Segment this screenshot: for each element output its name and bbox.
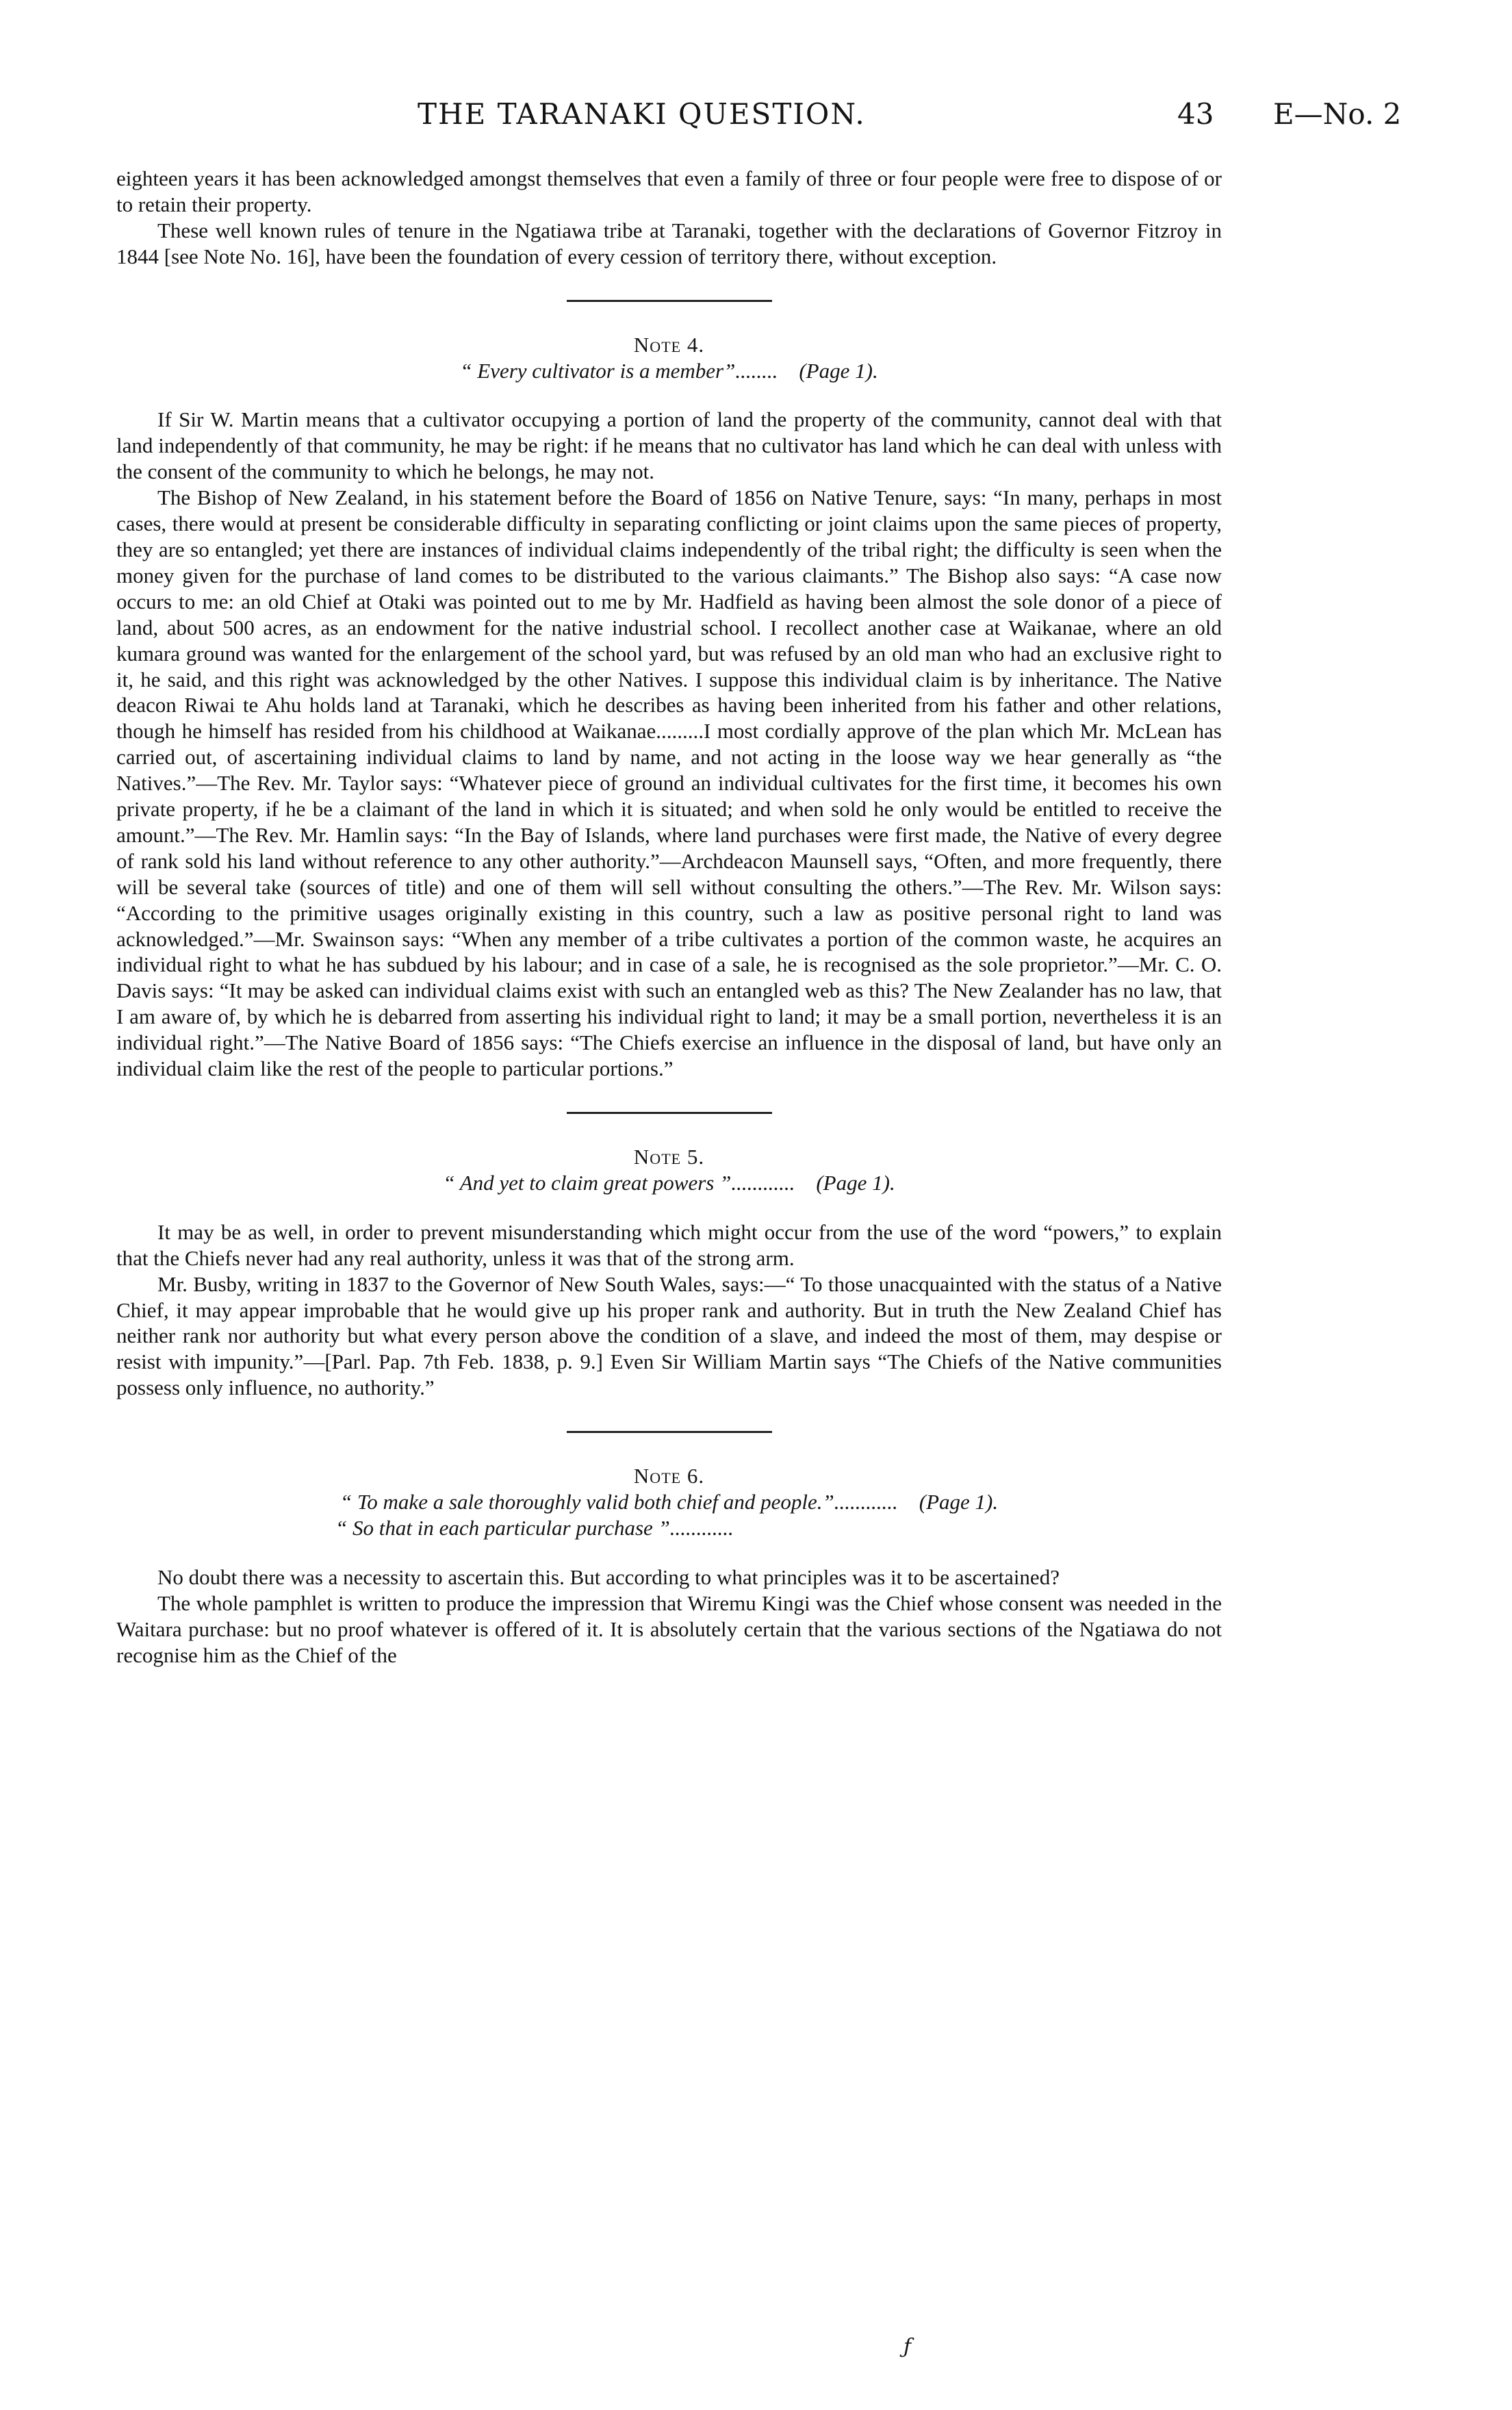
note-6-quote-1-text: “ To make a sale thoroughly valid both chief and people.”............ <box>339 1490 898 1514</box>
page-number: 43 <box>1177 97 1214 131</box>
note-4-page-ref: (Page 1). <box>799 358 878 383</box>
note-5-paragraph-1: It may be as well, in order to prevent misunderstanding which might occur from the use of the word “powers,” to explain that the Chiefs never had any real authority, unless it was that of the strong arm. <box>116 1219 1222 1270</box>
note-5-title: Note 5. <box>633 1145 705 1169</box>
document-reference: E—No. 2 <box>1273 97 1402 131</box>
note-5-quote-text: “ And yet to claim great powers ”............ <box>443 1170 795 1195</box>
page-header <box>116 97 1417 145</box>
note-6-paragraph-2: The whole pamphlet is written to produce the impression that Wiremu Kingi was the Chief whose consent was needed in the Waitara purchase: but no proof whatever is offered of it. It is absolutely certain that the various sections of the Ngatiawa do not recognise him as the Chief of the <box>116 1590 1222 1667</box>
note-5-paragraph-2: Mr. Busby, writing in 1837 to the Governor of New South Wales, says:—“ To those unacquainted with the status of a Native Chief, it may appear improbable that he would give up his proper rank and authority. But in truth the New Zealand Chief has neither rank nor authority but what every person above the condition of a slave, and indeed the most of them, may despise or resist with impunity.”—[Parl. Pap. 7th Feb. 1838, p. 9.] Even Sir William Martin says “The Chiefs of the Native communities possess only influence, no authority.” <box>116 1271 1222 1400</box>
note-4-title: Note 4. <box>633 332 705 357</box>
note-5-page-ref: (Page 1). <box>816 1170 895 1195</box>
note-6-quote-2: “ So that in each particular purchase ”............ <box>335 1515 734 1540</box>
note-6-quote-1 <box>116 1489 1222 1515</box>
running-title: THE TARANAKI QUESTION. <box>418 97 866 131</box>
note-6-paragraph-1: No doubt there was a necessity to ascertain this. But according to what principles was it to be ascertained? <box>157 1564 1060 1589</box>
note-6-page-ref: (Page 1). <box>919 1490 999 1514</box>
intro-paragraph-2: These well known rules of tenure in the Ngatiawa tribe at Taranaki, together with the declarations of Governor Fitzroy in 1844 [see Note No. 16], have been the foundation of every cession of territory there, without exception. <box>116 218 1222 268</box>
note-5-quote <box>116 1170 1222 1196</box>
note-4-quote-text: “ Every cultivator is a member”........ <box>460 358 778 383</box>
text-column <box>116 166 1222 1669</box>
note-4-paragraph-1: If Sir W. Martin means that a cultivator occupying a portion of land the property of the community, cannot deal with that land independently of that community, he may be right: if he means that no cultivator has land which he can deal with unless with the consent of the community to which he belongs, he may not. <box>116 407 1222 484</box>
intro-paragraph-1: eighteen years it has been acknowledged amongst themselves that even a family of three or four people were free to dispose of or to retain their property. <box>116 166 1222 216</box>
note-4-paragraph-2: The Bishop of New Zealand, in his statement before the Board of 1856 on Native Tenure, says: “In many, perhaps in most cases, there would at present be considerable difficulty in separating conflicting or joint claims upon the same pieces of property, they are so entangled; yet there are instances of individual claims independently of the tribal right; the difficulty is seen when the money given for the purchase of land comes to be distributed to the various claimants.” The Bishop also says: “A case now occurs to me: an old Chief at Otaki was pointed out to me by Mr. Hadfield as having been almost the sole donor of a piece of land, about 500 acres, as an endowment for the native industrial school. I recollect another case at Waikanae, where an old kumara ground was wanted for the enlargement of the school yard, but was refused by an old man who had an exclusive right to it, he said, and this right was acknowledged by the other Natives. I suppose this individual claim is by inheritance. The Native deacon Riwai te Ahu holds land at Taranaki, which he describes as having been inherited from his father and other relations, though he himself has resided from his childhood at Waikanae.........I most cordially approve of the plan which Mr. McLean has carried out, of ascertaining individual claims to land by name, and not acting in the loose way we hear generally as “the Natives.”—The Rev. Mr. Taylor says: “Whatever piece of ground an individual cultivates for the first time, it becomes his own private property, if he be a claimant of the land in which it is situated; and when sold he only would be entitled to receive the amount.”—The Rev. Mr. Hamlin says: “In the Bay of Islands, where land purchases were first made, the Native of every degree of rank sold his land without reference to any other authority.”—Archdeacon Maunsell says, “Often, and more frequently, there will be several take (sources of title) and one of them will sell without consulting the others.”—The Rev. Mr. Wilson says: “According to the primitive usages originally existing in this country, such a law as positive personal right to land was acknowledged.”—Mr. Swainson says: “When any member of a tribe cultivates a portion of the common waste, he acquires an individual right to what he has subdued by his labour; and in case of a sale, he is recognised as the sole proprietor.”—Mr. C. O. Davis says: “It may be asked can individual claims exist with such an entangled web as this? The New Zealander has no law, that I am aware of, by which he is debarred from asserting his individual right to land; it may be a small portion, nevertheless it is an individual right.”—The Native Board of 1856 says: “The Chiefs exercise an influence in the disposal of land, but have only an individual claim like the rest of the people to particular portions.” <box>116 485 1222 1081</box>
note-4-quote <box>116 358 1222 384</box>
footer-mark: ƒ <box>904 2335 912 2359</box>
note-6-title: Note 6. <box>633 1464 705 1488</box>
